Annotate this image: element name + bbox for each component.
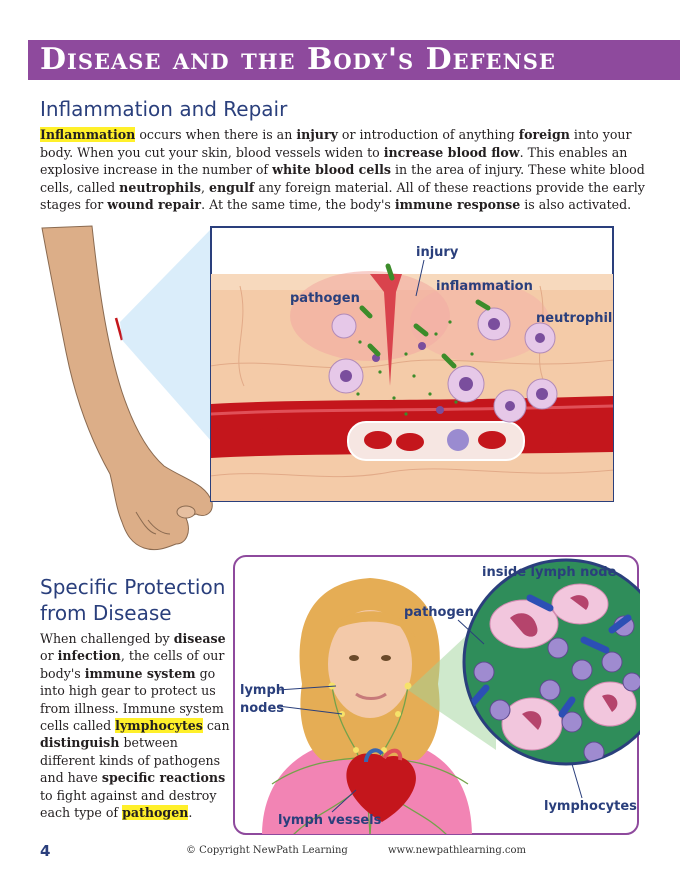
inflammation-diagram <box>210 226 614 502</box>
label-pathogen-2: pathogen <box>404 605 474 620</box>
label-lymph-vessels: lymph vessels <box>278 813 382 828</box>
page-title: Disease and the Body's Defense <box>40 42 556 77</box>
bold-term: immune response <box>394 197 521 213</box>
website-link[interactable]: www.newpathlearning.com <box>388 845 527 856</box>
label-lymph-nodes-line1: lymph <box>240 683 286 698</box>
lymph-diagram <box>232 554 640 836</box>
text-run: any foreign material. All of these reactions provide the early stages for <box>40 179 645 213</box>
inflammation-paragraph <box>40 126 648 214</box>
bold-term: foreign <box>518 127 570 142</box>
bold-term: engulf <box>209 179 255 195</box>
heading-line-2: from Disease <box>40 601 172 625</box>
bold-term: injury <box>296 127 338 142</box>
bold-term: white blood cells <box>272 162 392 178</box>
title-banner <box>28 40 680 80</box>
bold-term: infection <box>57 648 121 664</box>
text-run: , <box>200 179 209 195</box>
label-inflammation: inflammation <box>436 279 533 294</box>
text-run: . This enables an explosive increase in the number of <box>40 144 628 178</box>
bold-term: increase blood flow <box>383 144 520 160</box>
text-run: or <box>40 648 58 664</box>
text-run: , the cells of our body's <box>40 648 225 681</box>
highlighted-term: Inflammation <box>40 127 136 142</box>
text-run: go into high gear to protect us from illness. Immune system cells called <box>40 665 224 734</box>
section-heading-specific-protection <box>40 574 240 626</box>
label-lymphocytes: lymphocytes <box>544 799 637 814</box>
label-neutrophil: neutrophil <box>536 311 613 326</box>
heading-line-1: Specific Protection <box>40 575 226 599</box>
bold-term: neutrophils <box>119 179 201 195</box>
bold-term: wound repair <box>107 197 202 213</box>
label-pathogen: pathogen <box>290 291 360 306</box>
highlighted-term: pathogen <box>122 805 189 821</box>
page-number: 4 <box>40 842 51 860</box>
arm-illustration <box>36 222 216 562</box>
label-injury: injury <box>416 245 459 260</box>
text-run: in the area of injury. These white blood cells, called <box>40 162 645 195</box>
bold-term: distinguish <box>40 735 120 751</box>
highlighted-term: lymphocytes <box>115 718 203 734</box>
label-inside-lymph-node: inside lymph node <box>482 565 617 580</box>
text-run: When challenged by <box>40 631 174 646</box>
section-heading-inflammation: Inflammation and Repair <box>40 97 288 121</box>
text-run: to fight against and destroy each type of <box>40 787 217 821</box>
label-lymph-nodes-line2: nodes <box>240 701 285 716</box>
text-run: . <box>188 805 193 821</box>
bold-term: specific reactions <box>101 770 226 786</box>
text-run: . At the same time, the body's <box>201 197 395 213</box>
text-run: between different kinds of pathogens and have <box>40 735 221 786</box>
bold-term: immune system <box>84 665 196 681</box>
specific-protection-paragraph <box>40 630 236 821</box>
text-run: occurs when there is an <box>135 127 297 142</box>
text-run: or introduction of anything <box>337 127 519 142</box>
text-run: is also activated. <box>520 197 632 213</box>
text-run: can <box>202 718 230 734</box>
text-run: into your body. When you cut your skin, blood vessels widen to <box>40 127 632 160</box>
bold-term: disease <box>173 631 226 646</box>
copyright: © Copyright NewPath Learning <box>186 845 348 856</box>
